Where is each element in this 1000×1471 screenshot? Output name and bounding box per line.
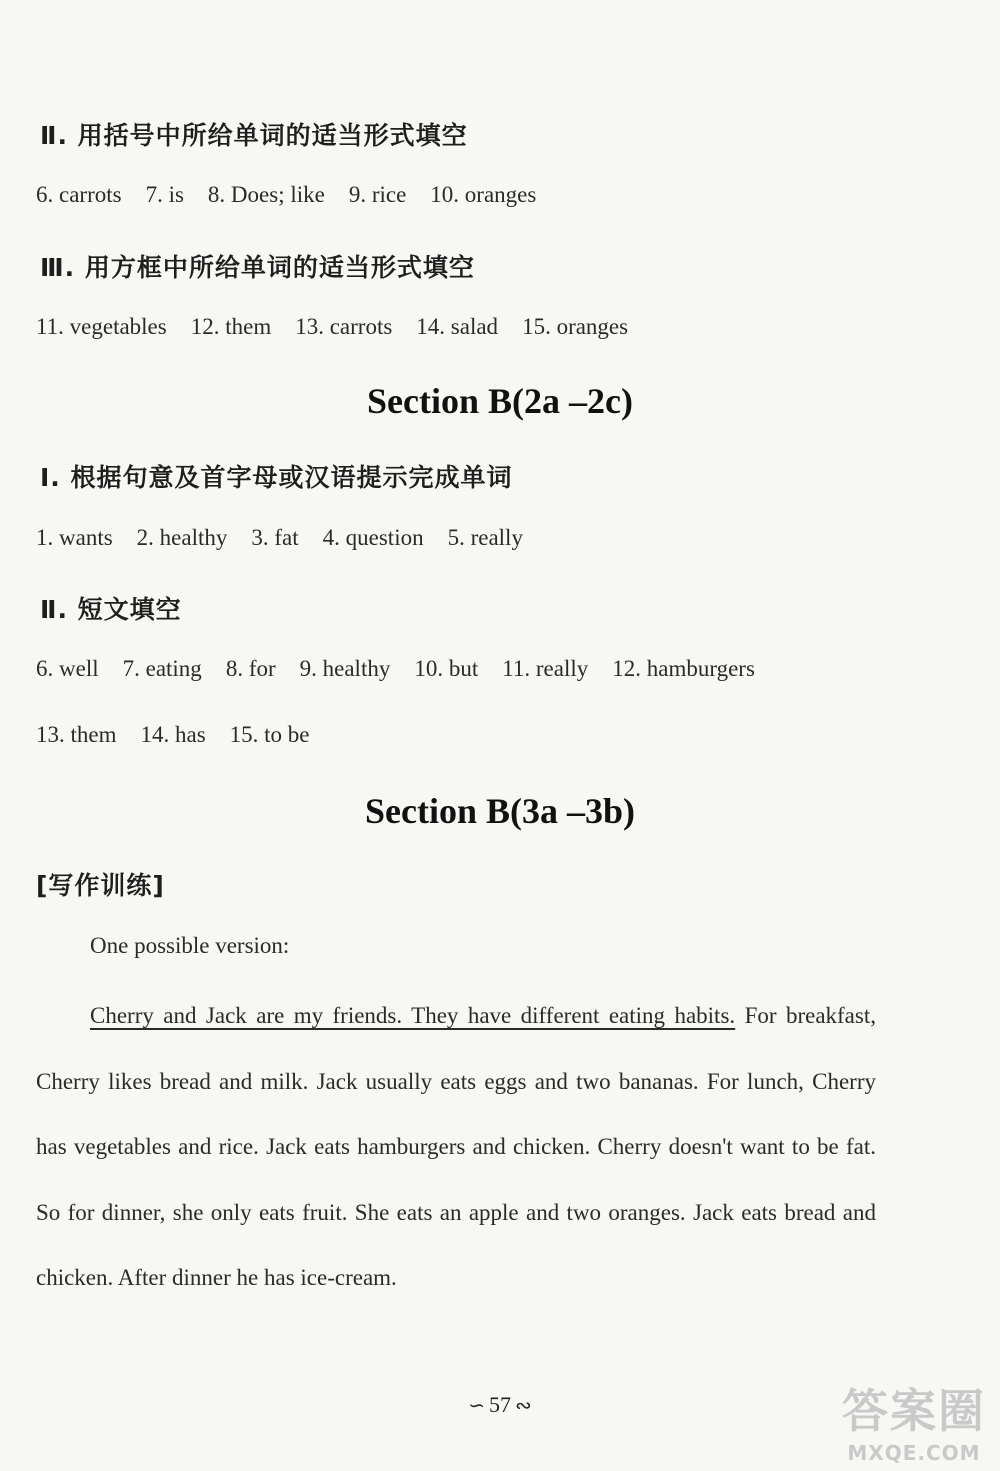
answer-item: 10. oranges xyxy=(430,182,537,207)
answer-item: 5. really xyxy=(447,525,523,550)
watermark-url: MXQE.COM xyxy=(847,1441,981,1465)
answer-item: 3. fat xyxy=(251,525,299,550)
writing-first-sentence: Cherry and Jack are my friends. They have different eating habits. xyxy=(90,1003,736,1028)
writing-body: For breakfast, Cherry likes bread and milk. Jack usually eats eggs and two bananas. For lunch, Cherry has vegetables and rice. Jack eats hamburgers and chicken. Cherry doesn't want to be fat. So for dinner, she only eats fruit. She eats an apple and two oranges. Jack eats bread and chicken. After dinner he has ice-cream. xyxy=(36,1003,876,1290)
answer-item: 7. eating xyxy=(122,656,202,681)
left-ornament-icon: ∽ xyxy=(468,1395,485,1417)
s2-part1-heading: Ⅰ. 根据句意及首字母或汉语提示完成单词 xyxy=(40,463,513,492)
answer-item: 9. rice xyxy=(348,182,407,207)
answer-item: 11. vegetables xyxy=(36,314,167,339)
writing-intro: One possible version: xyxy=(90,933,290,958)
s2-part2-answers-line1 xyxy=(36,656,779,682)
writing-heading: [写作训练] xyxy=(36,871,165,900)
watermark-logo xyxy=(842,1375,986,1465)
part3-answers xyxy=(36,314,652,340)
answer-item: 10. but xyxy=(414,656,479,681)
watermark-text: 答案圈 xyxy=(842,1384,986,1438)
section-title-3a: Section B(3a –3b) xyxy=(365,791,635,831)
answer-item: 8. Does; like xyxy=(207,182,325,207)
answer-item: 13. carrots xyxy=(295,314,393,339)
s2-part2-answers-line2 xyxy=(36,722,334,748)
s2-part1-answers xyxy=(36,525,547,551)
answer-item: 15. to be xyxy=(229,722,310,747)
answer-item: 8. for xyxy=(225,656,276,681)
answer-item: 13. them xyxy=(36,722,117,747)
answer-item: 9. healthy xyxy=(299,656,391,681)
page-number: 57 xyxy=(489,1392,511,1417)
part2-heading: Ⅱ. 用括号中所给单词的适当形式填空 xyxy=(40,121,468,150)
answer-item: 2. healthy xyxy=(136,525,228,550)
answer-item: 12. hamburgers xyxy=(612,656,755,681)
answer-item: 1. wants xyxy=(36,525,113,550)
answer-item: 4. question xyxy=(322,525,424,550)
s2-part2-heading: Ⅱ. 短文填空 xyxy=(40,595,182,624)
answer-item: 14. salad xyxy=(416,314,499,339)
answer-item: 15. oranges xyxy=(522,314,629,339)
answer-item: 11. really xyxy=(502,656,589,681)
answer-item: 14. has xyxy=(140,722,206,747)
part2-answers xyxy=(36,182,560,208)
right-ornament-icon: ∾ xyxy=(515,1395,532,1417)
section-title-2a: Section B(2a –2c) xyxy=(367,381,633,421)
answer-item: 7. is xyxy=(145,182,184,207)
writing-paragraph xyxy=(36,983,876,1311)
part3-heading: Ⅲ. 用方框中所给单词的适当形式填空 xyxy=(40,253,475,282)
answer-item: 6. well xyxy=(36,656,99,681)
answer-item: 12. them xyxy=(190,314,272,339)
answer-item: 6. carrots xyxy=(36,182,122,207)
